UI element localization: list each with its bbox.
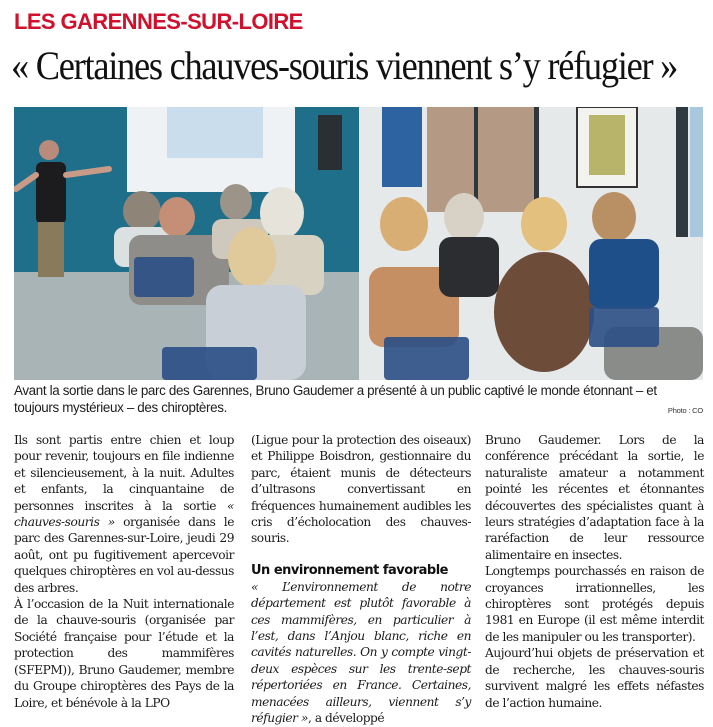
paragraph [14, 432, 234, 596]
photo-credit: Photo : CO [667, 406, 703, 415]
quote-paragraph [251, 579, 471, 727]
paragraph: À l’occasion de la Nuit internationale de la chauve-souris (organisée par Société française pour l’étude et la protection des mammifères (SFEPM)), Bruno Gaudemer, membre du Groupe chiroptères des Pays de la Loire, et bénévole à la LPO [14, 597, 234, 710]
section-kicker: LES GARENNES-SUR-LOIRE [14, 9, 303, 34]
paragraph: Bruno Gaudemer. Lors de la conférence précédant la sortie, le naturaliste amateur a notamment pointé les récentes et étonnantes découvertes des spécialistes quant à leurs stratégies d’adaptation face à la raréfaction de leur ressource alimentaire en insectes. [485, 433, 704, 562]
article-column-1 [14, 432, 234, 711]
article-photo [14, 107, 703, 380]
photo-caption: Avant la sortie dans le parc des Garennes, Bruno Gaudemer a présenté à un public captivé le monde étonnant – et toujours mystérieux – des chiroptères. [14, 383, 657, 415]
article-column-3 [485, 432, 704, 711]
wall-poster [318, 115, 342, 170]
blue-door [382, 107, 422, 187]
text: organisée dans le parc des Garennes-sur-Loire, jeudi 29 août, ont pu fugitivement apercevoir quelques chiroptères en vol au-dessus des arbres. [14, 515, 235, 595]
article-headline: « Certaines chauves-souris viennent s’y réfugier » [11, 43, 678, 88]
emphasis: « chauves-souris » [14, 498, 234, 530]
paragraph: (Ligue pour la protection des oiseaux) et Philippe Boisdron, gestionnaire du parc, étaient munis de détecteurs d’ultrasons convertissant en fréquences humainement audibles les cris d’écholocation des chauves-souris. [251, 433, 471, 546]
photo-illustration [14, 107, 703, 380]
article-column-2 [251, 432, 471, 727]
subheading: Un environnement favorable [251, 562, 448, 578]
paragraph: Longtemps pourchassés en raison de croyances irrationnelles, les chiroptères sont protégés depuis 1981 en Europe (il est même interdit de les manipuler ou les transporter). [485, 564, 704, 644]
window-view [427, 107, 537, 212]
paragraph: Aujourd’hui objets de préservation et de recherche, les chauves-souris survivent malgré les effets néfastes de l’action humaine. [485, 646, 704, 710]
projected-slide [167, 107, 263, 158]
text: , a développé [307, 711, 385, 726]
text: Ils sont partis entre chien et loup pour revenir, toujours en file indienne et silencieusement, à la nuit. Adultes et enfants, la cinquantaine de personnes inscrites à la sortie [14, 433, 234, 513]
quote: « L’environnement de notre département est plutôt favorable à ces mammifères, en particulier à l’est, dans l’Anjou blanc, riche en cavités naturelles. On y compte vingt-deux espèces sur les trente-sept répertoriées en France. Certaines, menacées ailleurs, viennent s’y réfugier » [251, 579, 471, 726]
